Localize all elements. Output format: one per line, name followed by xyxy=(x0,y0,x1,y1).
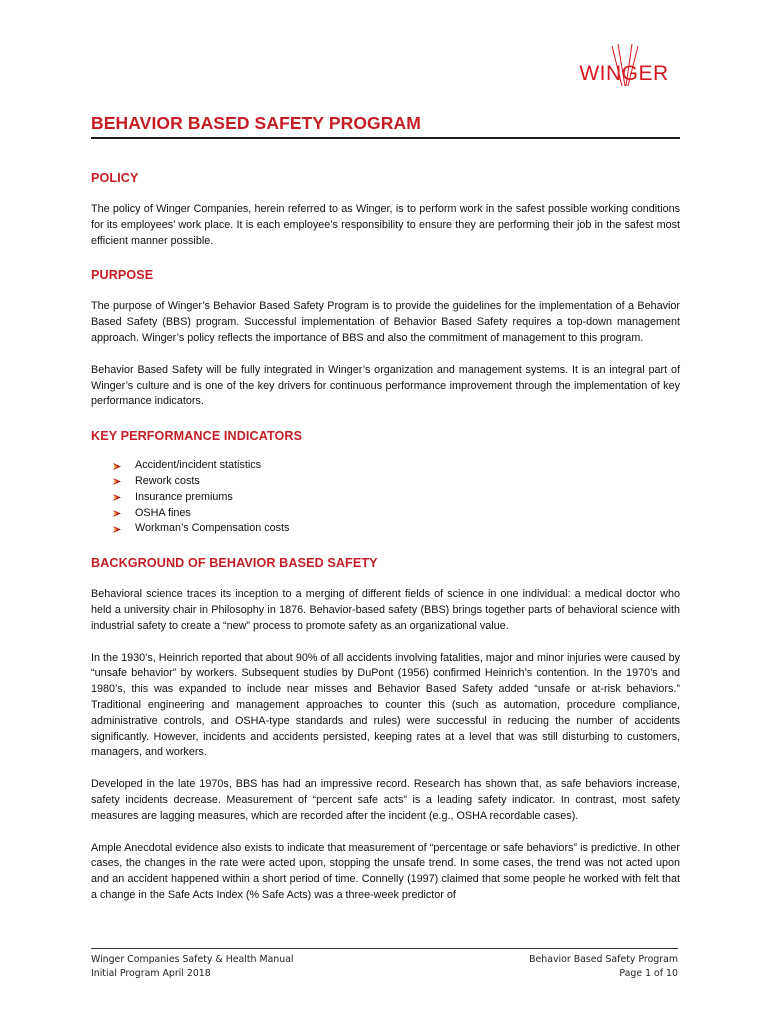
page-number: Page 1 of 10 xyxy=(619,968,678,979)
kpi-list xyxy=(112,458,680,537)
footer-manual-title: Winger Companies Safety & Health Manual xyxy=(91,954,294,965)
title-divider xyxy=(91,137,680,139)
background-paragraph-1: Behavioral science traces its inception to a merging of different fields of science in one individual: a medical doctor who held a university chair in Philosophy in 1876. Behavior-based safety (BBS) brings together parts of behavioral science with industrial safety to create a “new” process to promote safety as an organizational value. xyxy=(91,588,680,632)
footer-left xyxy=(91,953,294,981)
purpose-paragraph-1: The purpose of Winger’s Behavior Based Safety Program is to provide the guidelines for the implementation of a Behavior Based Safety (BBS) program. Successful implementation of Behavior Based Safety requires a top-down management approach. Winger’s policy reflects the importance of BBS and also the commitment of management to this program. xyxy=(91,300,680,344)
kpi-item-label: OSHA fines xyxy=(135,506,191,519)
list-item xyxy=(112,490,680,506)
background-paragraph-3: Developed in the late 1970s, BBS has had an impressive record. Research has shown that, as safe behaviors increase, safety incidents decrease. Measurement of “percent safe acts” is a leading safety indicator. In contrast, most safety measures are lagging measures, which are recorded after the incident (e.g., OSHA recordable cases). xyxy=(91,778,680,822)
bullet-arrow-icon xyxy=(112,476,123,487)
page-title: BEHAVIOR BASED SAFETY PROGRAM xyxy=(91,113,421,133)
policy-heading: POLICY xyxy=(91,171,139,185)
policy-paragraph: The policy of Winger Companies, herein referred to as Winger, is to perform work in the safest possible working conditions for its employees’ work place. It is each employee’s responsibility to ensure they are performing their job in the safest most efficient manner possible. xyxy=(91,203,680,247)
list-item xyxy=(112,506,680,522)
background-heading: BACKGROUND OF BEHAVIOR BASED SAFETY xyxy=(91,556,378,571)
kpi-item-label: Insurance premiums xyxy=(135,490,233,503)
footer-program-name: Behavior Based Safety Program xyxy=(529,954,678,965)
list-item xyxy=(112,458,680,474)
kpi-item-label: Workman’s Compensation costs xyxy=(135,522,290,535)
footer-program-date: Initial Program April 2018 xyxy=(91,968,211,979)
bullet-arrow-icon xyxy=(112,524,123,535)
logo-text: WINGER xyxy=(579,62,669,85)
purpose-paragraph-2: Behavior Based Safety will be fully integrated in Winger’s organization and management systems. It is an integral part of Winger’s culture and is one of the key drivers for continuous performance improvement through the implementation of key performance indicators. xyxy=(91,363,680,408)
kpi-item-label: Accident/incident statistics xyxy=(135,459,262,472)
kpi-heading: KEY PERFORMANCE INDICATORS xyxy=(91,429,303,444)
list-item xyxy=(112,474,680,490)
purpose-heading: PURPOSE xyxy=(91,268,154,283)
footer-right xyxy=(440,953,678,981)
winger-logo xyxy=(572,42,676,92)
background-paragraph-4: Ample Anecdotal evidence also exists to indicate that measurement of “percentage or safe behaviors” is predictive. In other cases, the changes in the rate were acted upon, stopping the unsafe trend. In some cases, the trend was not acted upon and an accident happened within a short period of time. Connelly (1997) claimed that some people he worked with felt that a change in the Safe Acts Index (% Safe Acts) was a three-week predictor of xyxy=(91,841,680,901)
list-item xyxy=(112,521,680,537)
bullet-arrow-icon xyxy=(112,508,123,519)
bullet-arrow-icon xyxy=(112,492,123,503)
kpi-item-label: Rework costs xyxy=(135,474,200,487)
footer-divider xyxy=(91,948,678,949)
background-paragraph-2: In the 1930’s, Heinrich reported that about 90% of all accidents involving fatalities, major and minor injuries were caused by “unsafe behavior” by workers. Subsequent studies by DuPont (1956) confirmed Heinrich’s contention. In the 1970’s and 1980’s, this was expanded to include near misses and Behavior Based Safety added “unsafe or at-risk behaviors.” Traditional engineering and management approaches to counter this (such as automation, procedure compliance, administrative controls, and OSHA-type standards and rules) were successful in reducing the number of accidents significantly. However, incidents and accidents persisted, keeping rates at a level that was still disturbing to customers, managers, and workers. xyxy=(91,651,680,759)
bullet-arrow-icon xyxy=(112,461,123,472)
document-body xyxy=(91,170,680,904)
